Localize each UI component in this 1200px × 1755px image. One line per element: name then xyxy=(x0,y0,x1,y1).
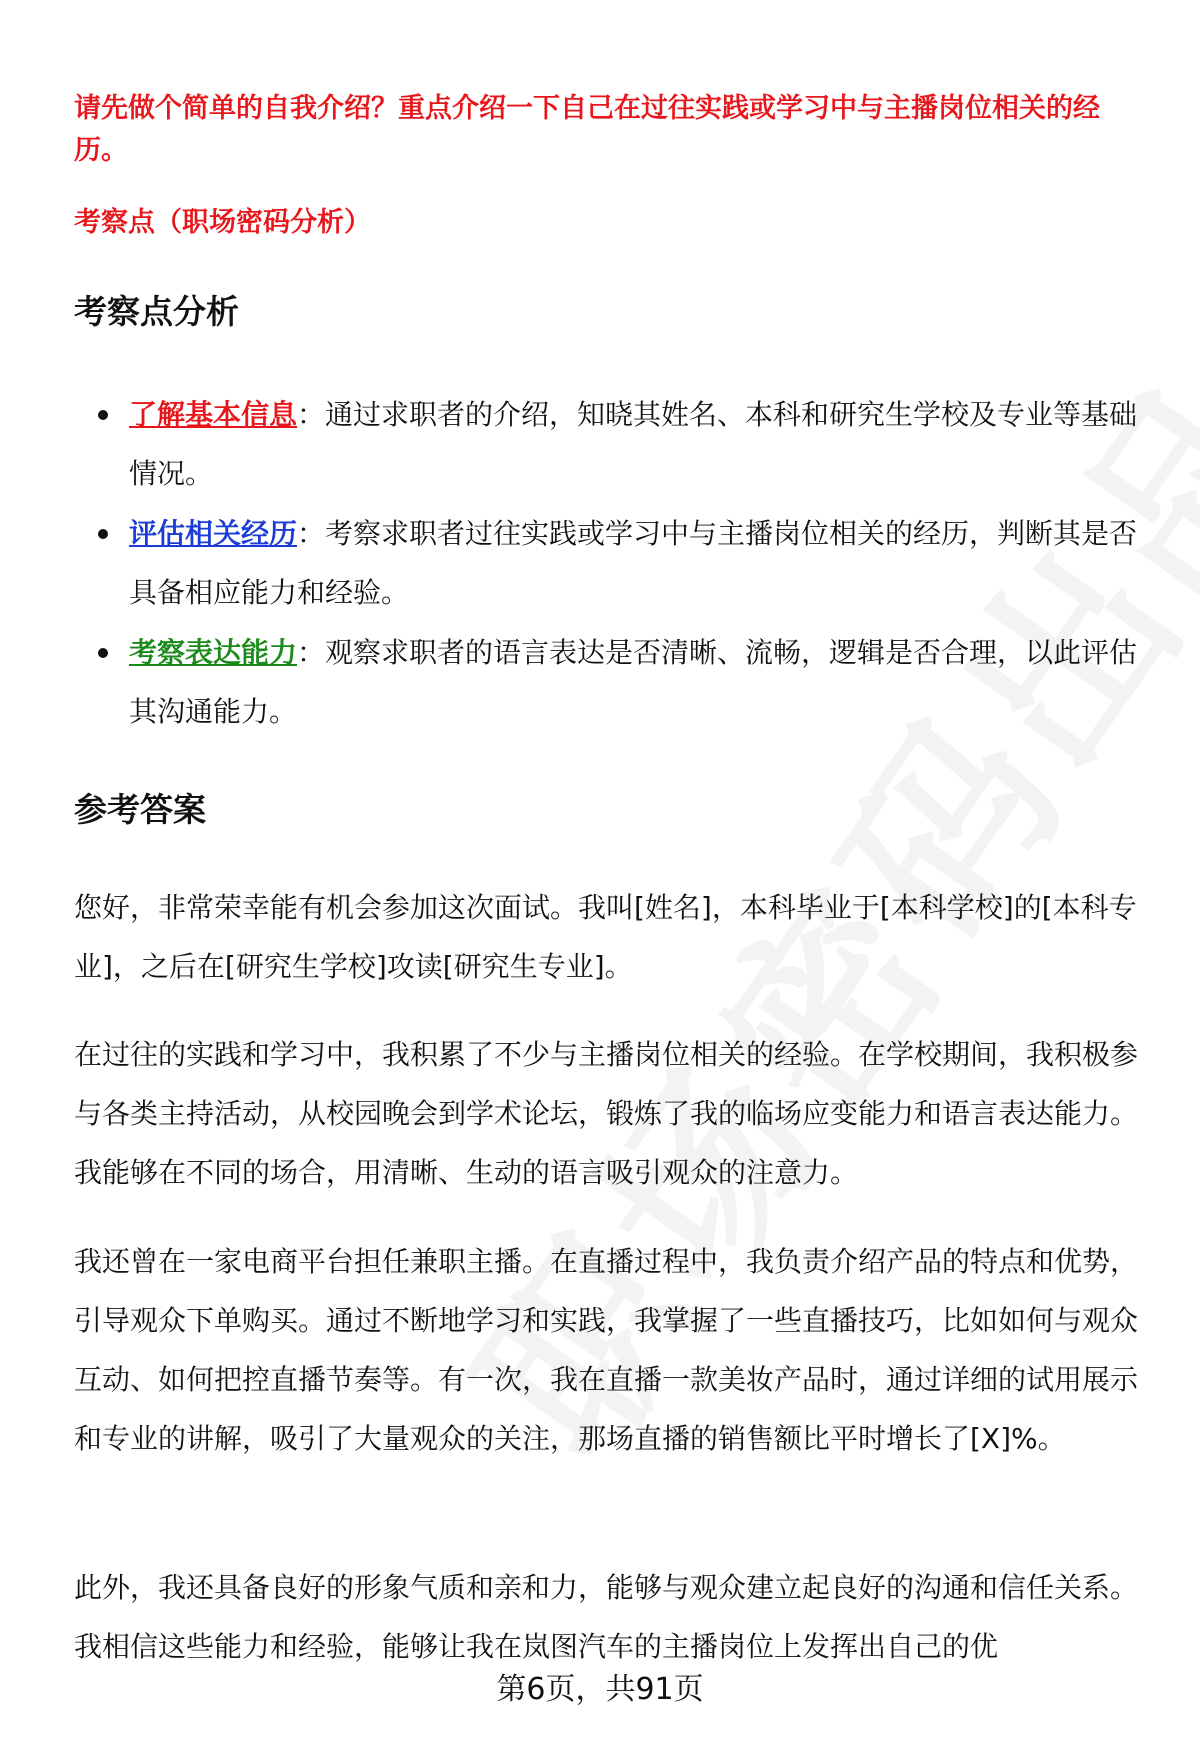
answer-paragraph: 此外，我还具备良好的形象气质和亲和力，能够与观众建立起良好的沟通和信任关系。我相信这些能力和经验，能够让我在岚图汽车的主播岗位上发挥出自己的优 xyxy=(74,1571,1139,1663)
question-title: 请先做个简单的自我介绍？重点介绍一下自己在过往实践或学习中与主播岗位相关的经历。 xyxy=(74,93,1100,166)
answer-paragraph: 我还曾在一家电商平台担任兼职主播。在直播过程中，我负责介绍产品的特点和优势，引导观众下单购买。通过不断地学习和实践，我掌握了一些直播技巧，比如如何与观众互动、如何把控直播节奏等。有一次，我在直播一款美妆产品时，通过详细的试用展示和专业的讲解，吸引了大量观众的关注，那场直播的销售额比平时增长了[X]%。 xyxy=(74,1245,1139,1455)
bullet-icon xyxy=(98,529,108,539)
bullet-icon xyxy=(98,648,108,658)
analysis-term: 考察表达能力 xyxy=(129,636,298,669)
analysis-text: ：观察求职者的语言表达是否清晰、流畅，逻辑是否合理，以此评估其沟通能力。 xyxy=(129,636,1138,728)
analysis-term: 了解基本信息 xyxy=(129,398,298,431)
analysis-list xyxy=(74,385,1154,742)
answer-paragraph: 在过往的实践和学习中，我积累了不少与主播岗位相关的经验。在学校期间，我积极参与各类主持活动，从校园晚会到学术论坛，锻炼了我的临场应变能力和语言表达能力。我能够在不同的场合，用清晰、生动的语言吸引观众的注意力。 xyxy=(74,1038,1139,1189)
page-footer: 第6页，共91页 xyxy=(496,1672,704,1707)
list-item xyxy=(74,623,1154,741)
analysis-text: ：通过求职者的介绍，知晓其姓名、本科和研究生学校及专业等基础情况。 xyxy=(129,398,1138,490)
list-item xyxy=(74,504,1154,622)
answer-paragraph: 您好，非常荣幸能有机会参加这次面试。我叫[姓名]，本科毕业于[本科学校]的[本科专业]，之后在[研究生学校]攻读[研究生专业]。 xyxy=(74,891,1137,983)
question-subtitle: 考察点（职场密码分析） xyxy=(74,207,371,238)
analysis-term: 评估相关经历 xyxy=(129,517,298,550)
list-item xyxy=(74,385,1154,503)
bullet-icon xyxy=(98,410,108,420)
analysis-heading: 考察点分析 xyxy=(74,292,239,331)
analysis-text: ：考察求职者过往实践或学习中与主播岗位相关的经历，判断其是否具备相应能力和经验。 xyxy=(129,517,1138,609)
answer-heading: 参考答案 xyxy=(74,790,206,829)
